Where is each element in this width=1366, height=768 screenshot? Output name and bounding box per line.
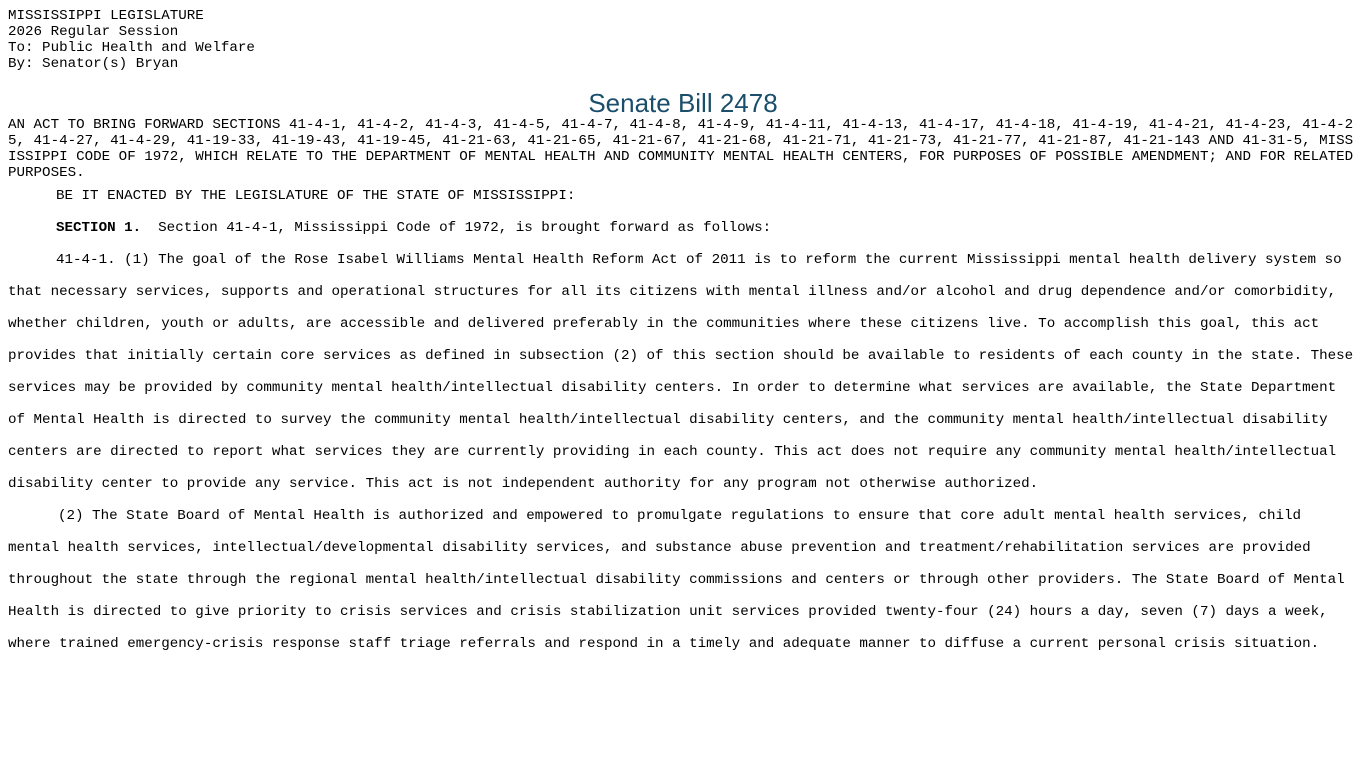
section-paragraph: (2) The State Board of Mental Health is authorized and empowered to promulgate regulations to ensure that core adult mental health services, child mental health services, intellectual/developmental disability services, and substance abuse prevention and treatment/rehabilitation services are provided throughout the state through the regional mental health/intellectual disability commissions and centers or through other providers. The State Board of Mental Health is directed to give priority to crisis services and crisis stabilization unit services provided twenty-four (24) hours a day, seven (7) days a week, where trained emergency-crisis response staff triage referrals and respond in a timely and adequate manner to diffuse a current personal crisis situation. — [8, 508, 1345, 652]
enacting-clause: BE IT ENACTED BY THE LEGISLATURE OF THE STATE OF MISSISSIPPI: — [56, 188, 576, 204]
bill-header — [8, 8, 255, 72]
act-title: AN ACT TO BRING FORWARD SECTIONS 41-4-1, 41-4-2, 41-4-3, 41-4-5, 41-4-7, 41-4-8, 41-4-9, 41-4-11, 41-4-13, 41-4-17, 41-4-18, 41-4-19, 41-4-21, 41-4-23, 41-4-25, 41-4-27, 41-4-29, 41-19-33, 41-19-43, 41-19-45, 41-21-63, 41-21-65, 41-21-67, 41-21-68, 41-21-71, 41-21-73, 41-21-77, 41-21-87, 41-21-143 AND 41-31-5, MISSISSIPPI CODE OF 1972, WHICH RELATE TO THE DEPARTMENT OF MENTAL HEALTH AND COMMUNITY MENTAL HEALTH CENTERS, FOR PURPOSES OF POSSIBLE AMENDMENT; AND FOR RELATED PURPOSES. — [8, 117, 1354, 181]
bill-title: Senate Bill 2478 — [588, 88, 778, 118]
session-name: 2026 Regular Session — [8, 24, 179, 40]
section-paragraph: 41-4-1. (1) The goal of the Rose Isabel Williams Mental Health Reform Act of 2011 is to reform the current Mississippi mental health delivery system so that necessary services, supports and operational structures for all its citizens with mental illness and/or alcohol and drug dependence and/or comorbidity, whether children, youth or adults, are accessible and delivered preferably in the communities where these citizens live. To accomplish this goal, this act provides that initially certain core services as defined in subsection (2) of this section should be available to residents of each county in the state. These services may be provided by community mental health/intellectual disability centers. In order to determine what services are available, the State Department of Mental Health is directed to survey the community mental health/intellectual disability centers, and the community mental health/intellectual disability centers are directed to report what services they are currently providing in each county. This act does not require any community mental health/intellectual disability center to provide any service. This act is not independent authority for any program not otherwise authorized. — [8, 252, 1354, 492]
section-heading — [8, 212, 1358, 244]
legislature-name: MISSISSIPPI LEGISLATURE — [8, 8, 204, 24]
section-heading-text: Section 41-4-1, Mississippi Code of 1972, is brought forward as follows: — [141, 220, 772, 236]
bill-body — [8, 212, 1358, 660]
committee-referral: To: Public Health and Welfare — [8, 40, 255, 56]
section-label: SECTION 1. — [56, 220, 142, 236]
bill-sponsor: By: Senator(s) Bryan — [8, 56, 179, 72]
